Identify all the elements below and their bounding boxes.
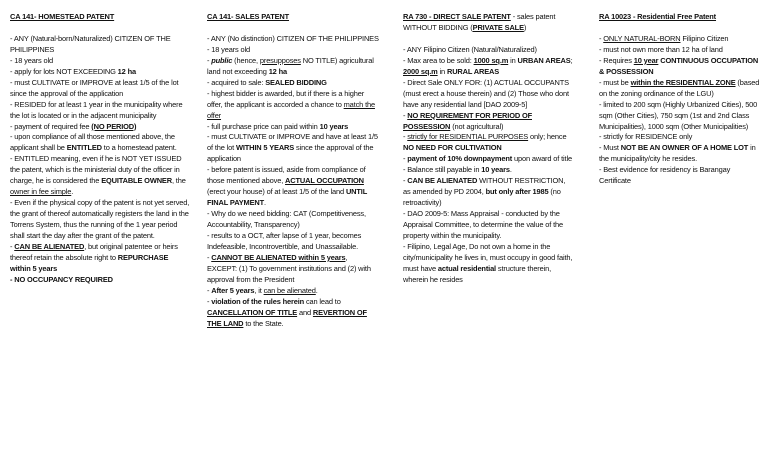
list-item: - ONLY NATURAL-BORN Filipino Citizen bbox=[599, 33, 729, 43]
list-item: - strictly for RESIDENCE only bbox=[599, 132, 693, 142]
spacer bbox=[207, 23, 379, 34]
list-item: - strictly for RESIDENTIAL PURPOSES only; hence NO NEED FOR CULTIVATION bbox=[403, 132, 567, 153]
list-item: - ANY (No distinction) CITIZEN OF THE PHILIPPINES bbox=[207, 33, 379, 43]
list-item: - apply for lots NOT EXCEEDING 12 ha bbox=[10, 66, 136, 76]
list-item: - must CULTIVATE or IMPROVE at least 1/5 of the lot since the approval of the application bbox=[10, 77, 179, 98]
column-direct-sale-patent bbox=[403, 12, 573, 286]
list-item: - before patent is issued, aside from compliance of those mentioned above, ACTUAL OCCUPATION (erect your house) of at least 1/5 of the land UNTIL FINAL PAYMENT. bbox=[207, 165, 367, 208]
column-sales-patent bbox=[207, 12, 379, 330]
list-item: - upon compliance of all those mentioned above, the applicant shall be ENTITLED to a homestead patent. bbox=[10, 132, 177, 153]
list-item: - Max area to be sold: 1000 sq.m in URBAN AREAS; 2000 sq.m in RURAL AREAS bbox=[403, 55, 573, 76]
list-item: - 18 years old bbox=[10, 55, 53, 65]
list-item: - ANY Filipino Citizen (Natural/Naturalized) bbox=[403, 44, 537, 54]
list-item: - violation of the rules herein can lead to CANCELLATION OF TITLE and REVERTION OF THE LAND to the State. bbox=[207, 296, 367, 328]
list-item: - 18 years old bbox=[207, 44, 250, 54]
list-item: - results to a OCT, after lapse of 1 year, becomes Indefeasible, Incontrovertible, and Unassailable. bbox=[207, 231, 362, 251]
list-item: - must be within the RESIDENTIAL ZONE (based on the zoning ordinance of the LGU) bbox=[599, 77, 760, 98]
list-item: - After 5 years, it can be alienated. bbox=[207, 285, 318, 295]
list-item: - highest bidder is awarded, but if there is a higher offer, the applicant is accorded a chance to match the offer bbox=[207, 88, 375, 120]
list-item: - Balance still payable in 10 years. bbox=[403, 165, 512, 175]
list-item: - must CULTIVATE or IMPROVE and have at least 1/5 of the lot WITHIN 5 YEARS since the approval of the application bbox=[207, 132, 378, 164]
column-residential-free-patent bbox=[599, 12, 762, 187]
list-item: - Requires 10 year CONTINUOUS OCCUPATION & POSSESSION bbox=[599, 55, 759, 76]
list-item: - CAN BE ALIENATED WITHOUT RESTRICTION, as amended by PD 2004, but only after 1985 (no retroactivity) bbox=[403, 176, 566, 208]
list-item: - Even if the physical copy of the patent is not yet served, the grant of thereof automatically registers the land in the Torrens System, thus the running of the 1 year period shall start the day after the grant of the patent. bbox=[10, 198, 190, 241]
list-item: - Why do we need bidding: CAT (Competitiveness, Accountability, Transparency) bbox=[207, 209, 366, 230]
list-item: - public (hence, presupposes NO TITLE) agricultural land not exceeding 12 ha bbox=[207, 55, 374, 76]
list-item: - Filipino, Legal Age, Do not own a home in the city/municipality he lives in, must occupy in good faith, must have actual residential structure therein, wherein he resides bbox=[403, 242, 573, 284]
list-item: - Must NOT BE AN OWNER OF A HOME LOT in the municipality/city he resides. bbox=[599, 143, 756, 164]
list-item: - must not own more than 12 ha of land bbox=[599, 44, 723, 54]
list-item: - CAN BE ALIENATED, but original patentee or heirs thereof retain the absolute right to REPURCHASE within 5 years bbox=[10, 242, 178, 273]
list-item: - Direct Sale ONLY FOR: (1) ACTUAL OCCUPANTS (must erect a house therein) and (2) Those who dont have any residential land [DAO 2009-5] bbox=[403, 77, 569, 109]
list-item: - Best evidence for residency is Barangay Certificate bbox=[599, 165, 731, 186]
list-item: - payment of required fee (NO PERIOD) bbox=[10, 121, 137, 131]
list-item: - ANY (Natural-born/Naturalized) CITIZEN OF THE PHILIPPINES bbox=[10, 33, 171, 54]
list-item: - RESIDED for at least 1 year in the municipality where the lot is located or in the adjacent municipality bbox=[10, 99, 183, 120]
list-item: - NO REQUIREMENT FOR PERIOD OF POSSESSION (not agricultural) bbox=[403, 110, 532, 131]
spacer bbox=[403, 34, 573, 45]
heading-homestead-patent: CA 141- HOMESTEAD PATENT bbox=[10, 12, 115, 21]
list-item: - CANNOT BE ALIENATED within 5 years, EXCEPT: (1) To government institutions and (2) with approval from the President bbox=[207, 252, 371, 284]
list-item: - limited to 200 sqm (Highly Urbanized Cities), 500 sqm (Other Cities), 750 sqm (1st and 2nd Class Municipalities), 1000 sqm (Other Municipalities) bbox=[599, 99, 758, 131]
spacer bbox=[599, 23, 762, 34]
list-item: - DAO 2009-5: Mass Appraisal - conducted by the Appraisal Committee, to determine the value of the property within the municipality. bbox=[403, 209, 563, 241]
list-item: - ENTITLED meaning, even if he is NOT YET ISSUED the patent, which is the ministerial duty of the officer in charge, he is considered the EQUITABLE OWNER, the owner in fee simple. bbox=[10, 154, 186, 197]
list-item: - NO OCCUPANCY REQUIRED bbox=[10, 274, 113, 284]
list-item: - payment of 10% downpayment upon award of title bbox=[403, 154, 572, 164]
heading-direct-sale-patent: RA 730 - DIRECT SALE PATENT - sales patent WITHOUT BIDDING (PRIVATE SALE) bbox=[403, 12, 556, 32]
list-item: - full purchase price can paid within 10 years bbox=[207, 121, 349, 131]
spacer bbox=[10, 23, 190, 34]
heading-residential-free-patent: RA 10023 - Residential Free Patent bbox=[599, 12, 717, 21]
list-item: - acquired to sale: SEALED BIDDING bbox=[207, 77, 327, 87]
heading-sales-patent: CA 141- SALES PATENT bbox=[207, 12, 290, 21]
column-homestead-patent bbox=[10, 12, 190, 286]
